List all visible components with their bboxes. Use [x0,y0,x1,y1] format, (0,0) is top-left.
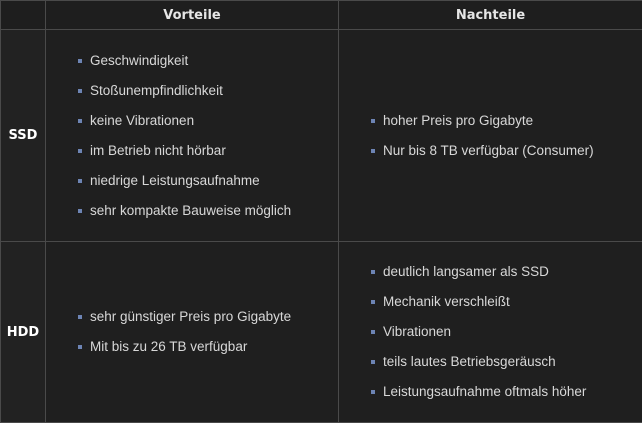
hdd-cons-cell [339,242,642,423]
list-item [78,76,338,106]
list-item [371,377,642,407]
row-label-ssd: SSD [1,30,46,242]
list-item-text: Nur bis 8 TB verfügbar (Consumer) [383,143,594,158]
bullet-icon [78,59,82,63]
list-item [78,196,338,226]
list-item-text: im Betrieb nicht hörbar [90,143,226,158]
list-item [371,257,642,287]
list-item-text: Vibrationen [383,324,451,339]
hdd-pros-list [46,302,338,362]
list-item-text: Leistungsaufnahme oftmals höher [383,384,586,399]
ssd-pros-list [46,46,338,226]
hdd-pros-cell [46,242,339,423]
ssd-cons-cell [339,30,642,242]
list-item [371,317,642,347]
bullet-icon [78,119,82,123]
header-pros: Vorteile [46,1,339,30]
bullet-icon [78,209,82,213]
list-item-text: Stoßunempfindlichkeit [90,83,223,98]
list-item [78,106,338,136]
bullet-icon [78,315,82,319]
bullet-icon [78,179,82,183]
list-item [371,136,642,166]
list-item [78,166,338,196]
bullet-icon [371,330,375,334]
list-item-text: teils lautes Betriebsgeräusch [383,354,556,369]
list-item [371,287,642,317]
header-corner-cell [1,1,46,30]
list-item-text: Geschwindigkeit [90,53,188,68]
list-item [78,136,338,166]
bullet-icon [78,149,82,153]
bullet-icon [371,119,375,123]
list-item-text: niedrige Leistungsaufnahme [90,173,260,188]
bullet-icon [371,360,375,364]
list-item-text: keine Vibrationen [90,113,194,128]
hdd-cons-list [339,257,642,407]
table-row-hdd [1,242,642,423]
header-row [1,1,642,30]
list-item-text: sehr günstiger Preis pro Gigabyte [90,309,291,324]
ssd-pros-cell [46,30,339,242]
list-item-text: hoher Preis pro Gigabyte [383,113,533,128]
list-item [78,302,338,332]
list-item-text: deutlich langsamer als SSD [383,264,549,279]
row-label-hdd: HDD [1,242,46,423]
bullet-icon [371,390,375,394]
bullet-icon [371,270,375,274]
list-item [78,332,338,362]
bullet-icon [371,300,375,304]
bullet-icon [78,89,82,93]
list-item [78,46,338,76]
bullet-icon [371,149,375,153]
list-item [371,347,642,377]
bullet-icon [78,345,82,349]
ssd-cons-list [339,106,642,166]
list-item-text: Mit bis zu 26 TB verfügbar [90,339,247,354]
header-cons: Nachteile [339,1,642,30]
list-item-text: Mechanik verschleißt [383,294,510,309]
table-row-ssd [1,30,642,242]
list-item-text: sehr kompakte Bauweise möglich [90,203,291,218]
list-item [371,106,642,136]
